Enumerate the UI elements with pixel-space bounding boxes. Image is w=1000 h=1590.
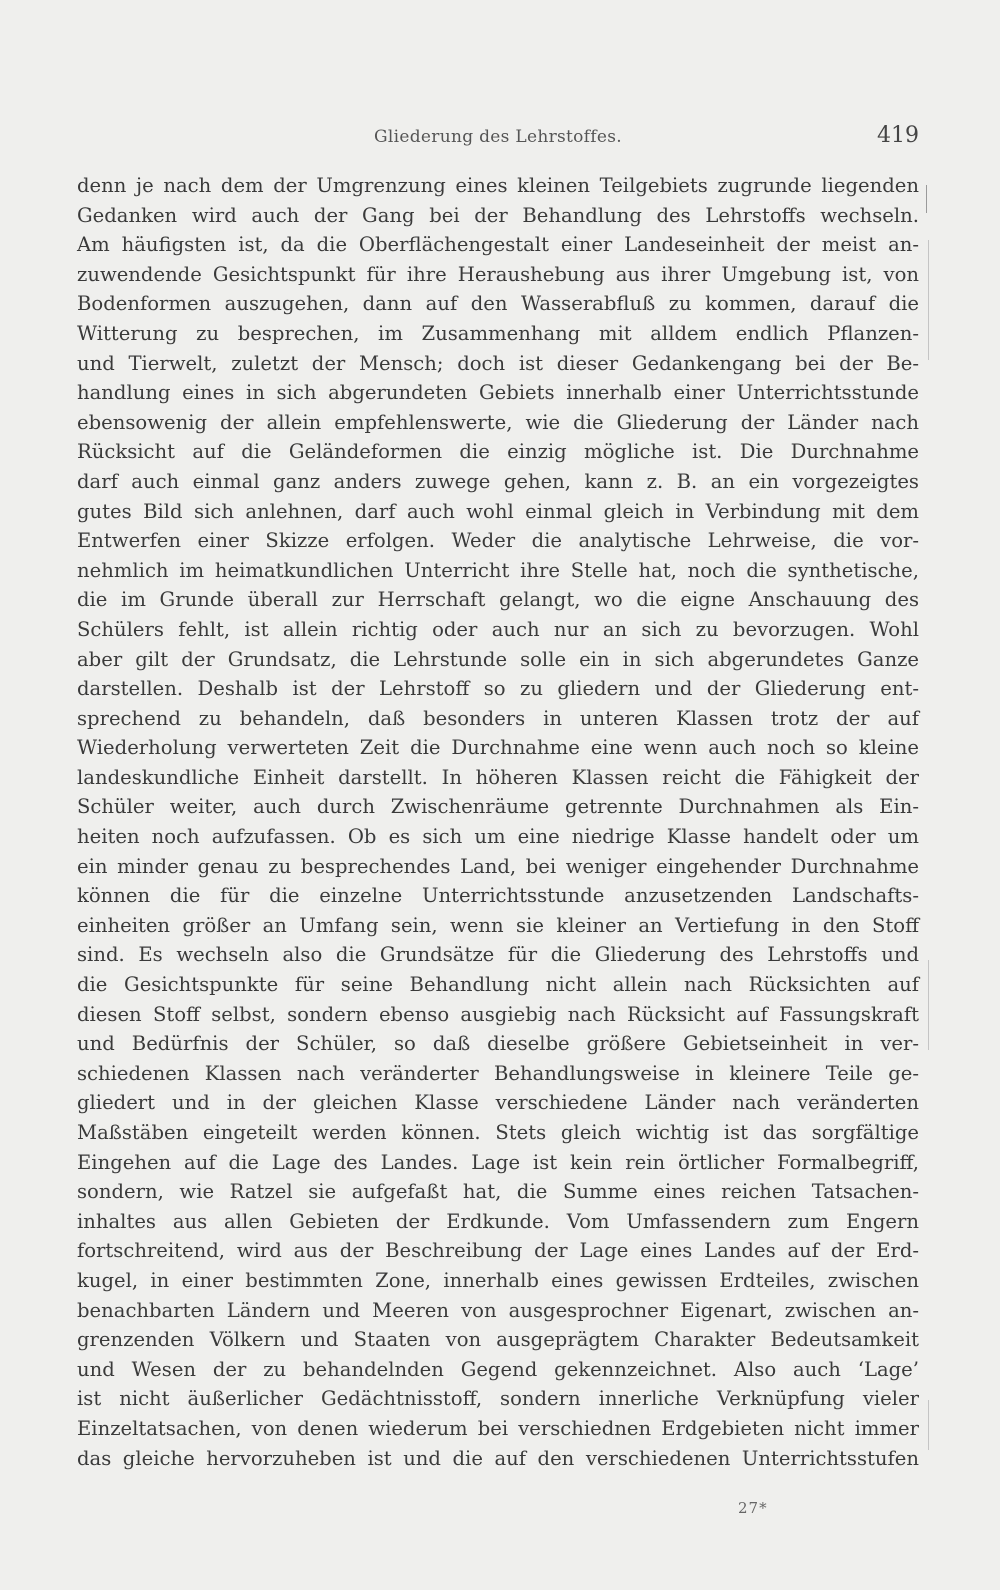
text-line: Rücksicht auf die Geländeformen die einzig mögliche ist. Die Durchnahme: [77, 440, 919, 464]
text-line: Witterung zu besprechen, im Zusammenhang mit alldem endlich Pflanzen-: [77, 321, 919, 345]
text-line: inhaltes aus allen Gebieten der Erdkunde. Vom Umfassendern zum Engern: [77, 1209, 919, 1233]
text-line: sondern, wie Ratzel sie aufgefaßt hat, die Summe eines reichen Tatsachen-: [77, 1180, 919, 1204]
text-line: diesen Stoff selbst, sondern ebenso ausgiebig nach Rücksicht auf Fassungskraft: [77, 1002, 919, 1026]
text-line: aber gilt der Grundsatz, die Lehrstunde solle ein in sich abgerundetes Ganze: [77, 647, 919, 671]
text-line: handlung eines in sich abgerundeten Gebiets innerhalb einer Unterrichtsstunde: [77, 381, 919, 405]
text-line: nehmlich im heimatkundlichen Unterricht ihre Stelle hat, noch die synthetische,: [77, 558, 919, 582]
text-line: ebensowenig der allein empfehlenswerte, wie die Gliederung der Länder nach: [77, 410, 919, 434]
text-line: das gleiche hervorzuheben ist und die auf den verschiedenen Unterrichtsstufen: [77, 1446, 919, 1470]
text-line: heiten noch aufzufassen. Ob es sich um eine niedrige Klasse handelt oder um: [77, 825, 919, 849]
text-line: ist nicht äußerlicher Gedächtnisstoff, sondern innerliche Verknüpfung vieler: [77, 1387, 919, 1411]
text-line: sprechend zu behandeln, daß besonders in unteren Klassen trotz der auf: [77, 706, 919, 730]
text-line: Entwerfen einer Skizze erfolgen. Weder die analytische Lehrweise, die vor-: [77, 529, 919, 553]
text-line: Gedanken wird auch der Gang bei der Behandlung des Lehrstoffs wechseln.: [77, 203, 919, 227]
page-edge-mark: [928, 960, 929, 1050]
page-edge-mark: [928, 240, 929, 360]
page-edge-mark: [928, 1400, 929, 1450]
text-line: Schülers fehlt, ist allein richtig oder auch nur an sich zu bevorzugen. Wohl: [77, 617, 919, 641]
text-line: und Tierwelt, zuletzt der Mensch; doch ist dieser Gedankengang bei der Be-: [77, 351, 919, 375]
text-line: die im Grunde überall zur Herrschaft gelangt, wo die eigne Anschauung des: [77, 588, 919, 612]
text-line: gliedert und in der gleichen Klasse verschiedene Länder nach veränderten: [77, 1091, 919, 1115]
text-line: darf auch einmal ganz anders zuwege gehen, kann z. B. an ein vorgezeigtes: [77, 469, 919, 493]
text-line: Schüler weiter, auch durch Zwischenräume getrennte Durchnahmen als Ein-: [77, 795, 919, 819]
text-line: einheiten größer an Umfang sein, wenn sie kleiner an Vertiefung in den Stoff: [77, 913, 919, 937]
text-line: und Wesen der zu behandelnden Gegend gekennzeichnet. Also auch ‘Lage’: [77, 1357, 919, 1381]
text-line: ein minder genau zu besprechendes Land, bei weniger eingehender Durchnahme: [77, 854, 919, 878]
text-line: denn je nach dem der Umgrenzung eines kleinen Teilgebiets zugrunde liegenden: [77, 174, 919, 197]
page-number: 419: [877, 123, 919, 148]
text-line: Einzeltatsachen, von denen wiederum bei verschiednen Erdgebieten nicht immer: [77, 1416, 919, 1440]
text-line: darstellen. Deshalb ist der Lehrstoff so zu gliedern und der Gliederung ent-: [77, 677, 919, 701]
running-head: [77, 123, 919, 155]
text-line: Am häufigsten ist, da die Oberflächengestalt einer Landeseinheit der meist an-: [77, 233, 919, 257]
text-line: schiedenen Klassen nach veränderter Behandlungsweise in kleinere Teile ge-: [77, 1061, 919, 1085]
text-line: gutes Bild sich anlehnen, darf auch wohl einmal gleich in Verbindung mit dem: [77, 499, 919, 523]
text-line: können die für die einzelne Unterrichtsstunde anzusetzenden Landschafts-: [77, 884, 919, 908]
text-line: landeskundliche Einheit darstellt. In höheren Klassen reicht die Fähigkeit der: [77, 765, 919, 789]
signature-mark: 27*: [738, 1499, 768, 1517]
text-line: Bodenformen auszugehen, dann auf den Wasserabfluß zu kommen, darauf die: [77, 292, 919, 316]
text-line: und Bedürfnis der Schüler, so daß dieselbe größere Gebietseinheit in ver-: [77, 1032, 919, 1056]
text-line: kugel, in einer bestimmten Zone, innerhalb eines gewissen Erdteiles, zwischen: [77, 1268, 919, 1292]
text-line: grenzenden Völkern und Staaten von ausgeprägtem Charakter Bedeutsamkeit: [77, 1328, 919, 1352]
running-title: Gliederung des Lehrstoffes.: [374, 127, 622, 147]
text-line: sind. Es wechseln also die Grundsätze für die Gliederung des Lehrstoffs und: [77, 943, 919, 967]
text-line: benachbarten Ländern und Meeren von ausgesprochner Eigenart, zwischen an-: [77, 1298, 919, 1322]
text-line: Maßstäben eingeteilt werden können. Stets gleich wichtig ist das sorgfältige: [77, 1121, 919, 1144]
body-text: [77, 171, 919, 1473]
page-edge-mark: [926, 185, 927, 213]
text-line: fortschreitend, wird aus der Beschreibung der Lage eines Landes auf der Erd-: [77, 1239, 919, 1263]
text-line: Wiederholung verwerteten Zeit die Durchnahme eine wenn auch noch so kleine: [77, 736, 919, 760]
text-line: Eingehen auf die Lage des Landes. Lage ist kein rein örtlicher Formalbegriff,: [77, 1150, 919, 1174]
text-line: zuwendende Gesichtspunkt für ihre Heraushebung aus ihrer Umgebung ist, von: [77, 262, 919, 286]
text-line: die Gesichtspunkte für seine Behandlung nicht allein nach Rücksichten auf: [77, 973, 919, 997]
